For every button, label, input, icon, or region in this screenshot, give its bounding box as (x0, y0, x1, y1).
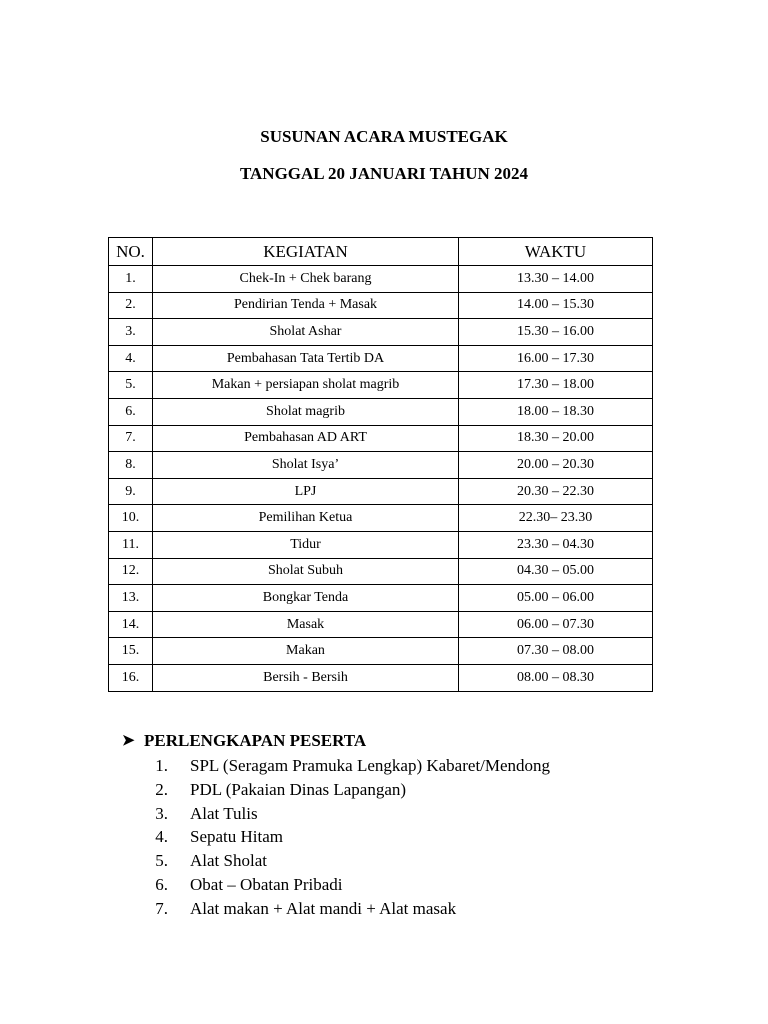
row-number: 11. (109, 531, 153, 558)
list-item (122, 754, 682, 778)
row-number: 10. (109, 505, 153, 532)
row-number: 4. (109, 345, 153, 372)
row-waktu: 17.30 – 18.00 (459, 372, 653, 399)
table-row (109, 664, 653, 691)
list-item (122, 825, 682, 849)
row-number: 1. (109, 266, 153, 293)
row-waktu: 04.30 – 05.00 (459, 558, 653, 585)
row-number: 13. (109, 585, 153, 612)
list-item-text: Alat Tulis (190, 803, 258, 823)
list-item-text: Alat makan + Alat mandi + Alat masak (190, 898, 457, 918)
row-kegiatan: Tidur (153, 531, 459, 558)
column-header-waktu: WAKTU (459, 238, 653, 266)
table-row (109, 345, 653, 372)
table-row (109, 505, 653, 532)
table-row (109, 425, 653, 452)
list-item-text: PDL (Pakaian Dinas Lapangan) (190, 779, 407, 799)
row-kegiatan: Bongkar Tenda (153, 585, 459, 612)
table-row (109, 398, 653, 425)
row-waktu: 05.00 – 06.00 (459, 585, 653, 612)
equipment-section (122, 730, 682, 921)
row-waktu: 08.00 – 08.30 (459, 664, 653, 691)
list-item-number: 4. (155, 827, 168, 847)
row-number: 15. (109, 638, 153, 665)
list-item-text: Alat Sholat (190, 851, 267, 871)
table-row (109, 611, 653, 638)
table-row (109, 266, 653, 293)
schedule-table (108, 237, 653, 692)
row-kegiatan: Bersih - Bersih (153, 664, 459, 691)
document-title: SUSUNAN ACARA MUSTEGAK (260, 127, 508, 146)
row-number: 14. (109, 611, 153, 638)
row-number: 9. (109, 478, 153, 505)
row-waktu: 14.00 – 15.30 (459, 292, 653, 319)
list-item-number: 1. (155, 756, 168, 775)
list-item (122, 873, 682, 897)
table-row (109, 319, 653, 346)
table-header-row (109, 238, 653, 266)
row-waktu: 16.00 – 17.30 (459, 345, 653, 372)
row-kegiatan: Masak (153, 611, 459, 638)
row-waktu: 20.00 – 20.30 (459, 452, 653, 479)
equipment-heading-row (122, 730, 682, 752)
row-waktu: 23.30 – 04.30 (459, 531, 653, 558)
list-item-text: Sepatu Hitam (190, 827, 284, 847)
row-waktu: 15.30 – 16.00 (459, 319, 653, 346)
row-kegiatan: LPJ (153, 478, 459, 505)
arrowhead-bullet-icon: ➤ (122, 733, 135, 749)
row-number: 5. (109, 372, 153, 399)
row-waktu: 18.30 – 20.00 (459, 425, 653, 452)
list-item-text: SPL (Seragam Pramuka Lengkap) Kabaret/Mendong (190, 756, 551, 775)
row-waktu: 20.30 – 22.30 (459, 478, 653, 505)
row-kegiatan: Makan + persiapan sholat magrib (153, 372, 459, 399)
list-item (122, 802, 682, 826)
row-waktu: 06.00 – 07.30 (459, 611, 653, 638)
row-kegiatan: Sholat Isya’ (153, 452, 459, 479)
row-kegiatan: Sholat Subuh (153, 558, 459, 585)
row-waktu: 18.00 – 18.30 (459, 398, 653, 425)
table-row (109, 452, 653, 479)
row-kegiatan: Pembahasan Tata Tertib DA (153, 345, 459, 372)
list-item-text: Obat – Obatan Pribadi (190, 874, 343, 894)
table-row (109, 531, 653, 558)
list-item-number: 2. (155, 779, 168, 799)
row-kegiatan: Makan (153, 638, 459, 665)
list-item-number: 7. (155, 898, 168, 918)
row-number: 3. (109, 319, 153, 346)
column-header-no: NO. (109, 238, 153, 266)
row-number: 8. (109, 452, 153, 479)
list-item (122, 897, 682, 921)
row-number: 6. (109, 398, 153, 425)
row-kegiatan: Chek-In + Chek barang (153, 266, 459, 293)
row-kegiatan: Sholat Ashar (153, 319, 459, 346)
table-row (109, 558, 653, 585)
row-number: 2. (109, 292, 153, 319)
document-subtitle: TANGGAL 20 JANUARI TAHUN 2024 (239, 164, 529, 183)
list-item-number: 5. (155, 851, 168, 871)
table-row (109, 585, 653, 612)
row-waktu: 07.30 – 08.00 (459, 638, 653, 665)
table-row (109, 638, 653, 665)
column-header-kegiatan: KEGIATAN (153, 238, 459, 266)
list-item (122, 849, 682, 873)
row-kegiatan: Sholat magrib (153, 398, 459, 425)
row-number: 12. (109, 558, 153, 585)
list-item-number: 3. (155, 803, 168, 823)
table-row (109, 478, 653, 505)
row-kegiatan: Pembahasan AD ART (153, 425, 459, 452)
table-row (109, 292, 653, 319)
equipment-heading: PERLENGKAPAN PESERTA (144, 731, 367, 750)
list-item-number: 6. (155, 874, 168, 894)
row-number: 16. (109, 664, 153, 691)
row-waktu: 22.30– 23.30 (459, 505, 653, 532)
row-waktu: 13.30 – 14.00 (459, 266, 653, 293)
row-number: 7. (109, 425, 153, 452)
row-kegiatan: Pemilihan Ketua (153, 505, 459, 532)
list-item (122, 778, 682, 802)
row-kegiatan: Pendirian Tenda + Masak (153, 292, 459, 319)
equipment-list (122, 754, 682, 921)
table-row (109, 372, 653, 399)
